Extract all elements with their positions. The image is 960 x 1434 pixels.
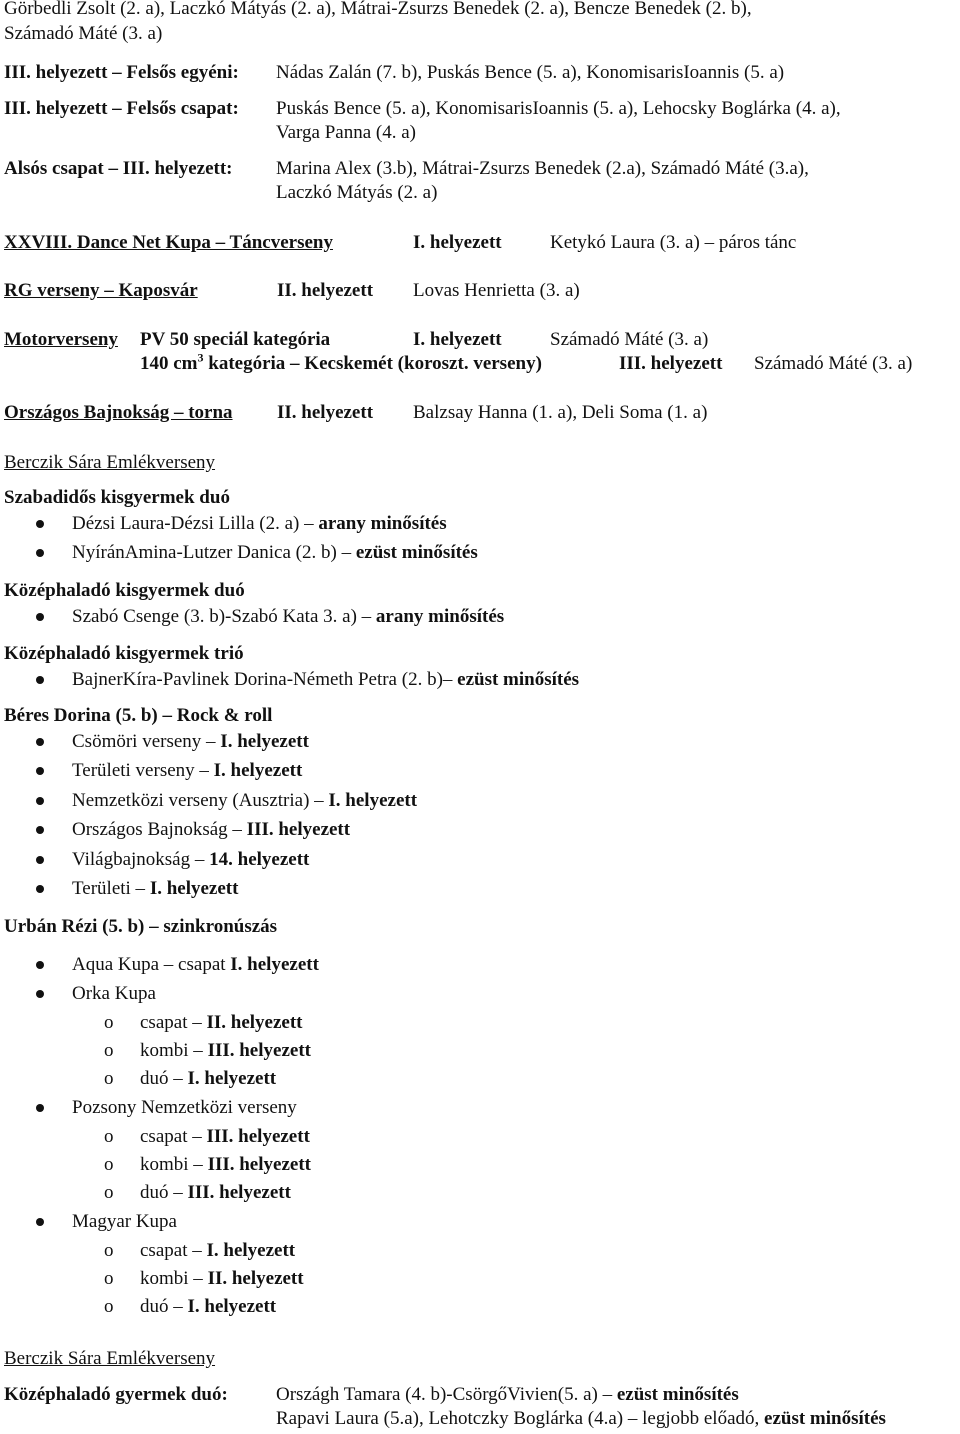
participants-line-1: Görbedli Zsolt (2. a), Laczkó Mátyás (2. a), Mátrai-Zsurzs Benedek (2. a), Bencze Benedek (2. b),: [4, 0, 752, 19]
torna-title: Országos Bajnokság – torna: [4, 402, 233, 423]
felsos-egyeni-value: Nádas Zalán (7. b), Puskás Bence (5. a), KonomisarisIoannis (5. a): [276, 62, 785, 83]
motor-place-1: I. helyezett: [413, 329, 502, 350]
bullet-icon: [36, 738, 44, 746]
list-item: Csömöri verseny – I. helyezett: [72, 731, 309, 752]
list-item: Pozsony Nemzetközi verseny: [72, 1097, 297, 1118]
bullet-icon: [36, 1218, 44, 1226]
sub-bullet-icon: o: [104, 1296, 114, 1317]
participants-line-2: Számadó Máté (3. a): [4, 23, 163, 44]
bullet-icon: [36, 520, 44, 528]
sub-bullet-icon: o: [104, 1068, 114, 1089]
urban-title: Urbán Rézi (5. b) – szinkronúszás: [4, 916, 278, 937]
list-item: BajnerKíra-Pavlinek Dorina-Németh Petra (2. b)– ezüst minősítés: [72, 669, 580, 690]
list-item: Nemzetközi verseny (Ausztria) – I. helyezett: [72, 790, 418, 811]
motor-name-1: Számadó Máté (3. a): [550, 329, 709, 350]
motor-name-2: Számadó Máté (3. a): [754, 353, 913, 374]
motor-category-1: PV 50 speciál kategória: [140, 329, 331, 350]
sub-list-item: kombi – III. helyezett: [140, 1040, 311, 1061]
group-title-kozephalado-duo: Középhaladó kisgyermek duó: [4, 580, 245, 601]
sub-list-item: kombi – III. helyezett: [140, 1154, 311, 1175]
group-title-kozephalado-trio: Középhaladó kisgyermek trió: [4, 643, 244, 664]
berczik-title-1: Berczik Sára Emlékverseny: [4, 452, 216, 473]
berczik-title-2: Berczik Sára Emlékverseny: [4, 1348, 216, 1369]
felsos-csapat-value-2: Varga Panna (4. a): [276, 122, 416, 143]
bullet-icon: [36, 961, 44, 969]
motor-title: Motorverseny: [4, 329, 118, 350]
sub-bullet-icon: o: [104, 1012, 114, 1033]
bullet-icon: [36, 826, 44, 834]
felsos-csapat-label: III. helyezett – Felsős csapat:: [4, 98, 239, 119]
sub-bullet-icon: o: [104, 1268, 114, 1289]
list-item: Területi verseny – I. helyezett: [72, 760, 303, 781]
dance-place: I. helyezett: [413, 232, 502, 253]
felsos-csapat-value-1: Puskás Bence (5. a), KonomisarisIoannis (5. a), Lehocsky Boglárka (4. a),: [276, 98, 841, 119]
bullet-icon: [36, 676, 44, 684]
bullet-icon: [36, 613, 44, 621]
also-csapat-value-1: Marina Alex (3.b), Mátrai-Zsurzs Benedek (2.a), Számadó Máté (3.a),: [276, 158, 809, 179]
dance-title: XXVIII. Dance Net Kupa – Táncverseny: [4, 232, 333, 253]
list-item: Orka Kupa: [72, 983, 156, 1004]
berczik2-line-2: Rapavi Laura (5.a), Lehotczky Boglárka (4.a) – legjobb előadó, ezüst minősítés: [276, 1408, 886, 1429]
group-title-szabadidos: Szabadidős kisgyermek duó: [4, 487, 230, 508]
berczik2-line-1: Országh Tamara (4. b)-CsörgőVivien(5. a) – ezüst minősítés: [276, 1384, 739, 1405]
bullet-icon: [36, 856, 44, 864]
sub-list-item: duó – I. helyezett: [140, 1068, 277, 1089]
list-item: Magyar Kupa: [72, 1211, 177, 1232]
bullet-icon: [36, 797, 44, 805]
sub-bullet-icon: o: [104, 1126, 114, 1147]
rg-title: RG verseny – Kaposvár: [4, 280, 198, 301]
list-item: Területi – I. helyezett: [72, 878, 239, 899]
sub-list-item: kombi – II. helyezett: [140, 1268, 304, 1289]
torna-name: Balzsay Hanna (1. a), Deli Soma (1. a): [413, 402, 708, 423]
kozephalado-gyermek-duo-label: Középhaladó gyermek duó:: [4, 1384, 228, 1405]
sub-bullet-icon: o: [104, 1040, 114, 1061]
also-csapat-value-2: Laczkó Mátyás (2. a): [276, 182, 438, 203]
dance-name: Ketykó Laura (3. a) – páros tánc: [550, 232, 797, 253]
list-item: NyíránAmina-Lutzer Danica (2. b) – ezüst minősítés: [72, 542, 478, 563]
sub-list-item: duó – I. helyezett: [140, 1296, 277, 1317]
beres-title: Béres Dorina (5. b) – Rock & roll: [4, 705, 273, 726]
sub-bullet-icon: o: [104, 1182, 114, 1203]
sub-list-item: duó – III. helyezett: [140, 1182, 291, 1203]
list-item: Világbajnokság – 14. helyezett: [72, 849, 310, 870]
motor-place-2: III. helyezett: [619, 353, 723, 374]
sub-list-item: csapat – I. helyezett: [140, 1240, 296, 1261]
felsos-egyeni-label: III. helyezett – Felsős egyéni:: [4, 62, 239, 83]
rg-name: Lovas Henrietta (3. a): [413, 280, 580, 301]
bullet-icon: [36, 549, 44, 557]
list-item: Dézsi Laura-Dézsi Lilla (2. a) – arany minősítés: [72, 513, 447, 534]
sub-bullet-icon: o: [104, 1154, 114, 1175]
sub-list-item: csapat – III. helyezett: [140, 1126, 310, 1147]
also-csapat-label: Alsós csapat – III. helyezett:: [4, 158, 233, 179]
sub-bullet-icon: o: [104, 1240, 114, 1261]
bullet-icon: [36, 1104, 44, 1112]
list-item: Országos Bajnokság – III. helyezett: [72, 819, 351, 840]
bullet-icon: [36, 885, 44, 893]
list-item: Szabó Csenge (3. b)-Szabó Kata 3. a) – arany minősítés: [72, 606, 505, 627]
torna-place: II. helyezett: [277, 402, 374, 423]
sub-list-item: csapat – II. helyezett: [140, 1012, 303, 1033]
bullet-icon: [36, 990, 44, 998]
list-item: Aqua Kupa – csapat I. helyezett: [72, 954, 319, 975]
motor-category-2: 140 $cm^3$ kategória – Kecskemét (koroszt. verseny): [140, 350, 542, 374]
bullet-icon: [36, 767, 44, 775]
rg-place: II. helyezett: [277, 280, 374, 301]
